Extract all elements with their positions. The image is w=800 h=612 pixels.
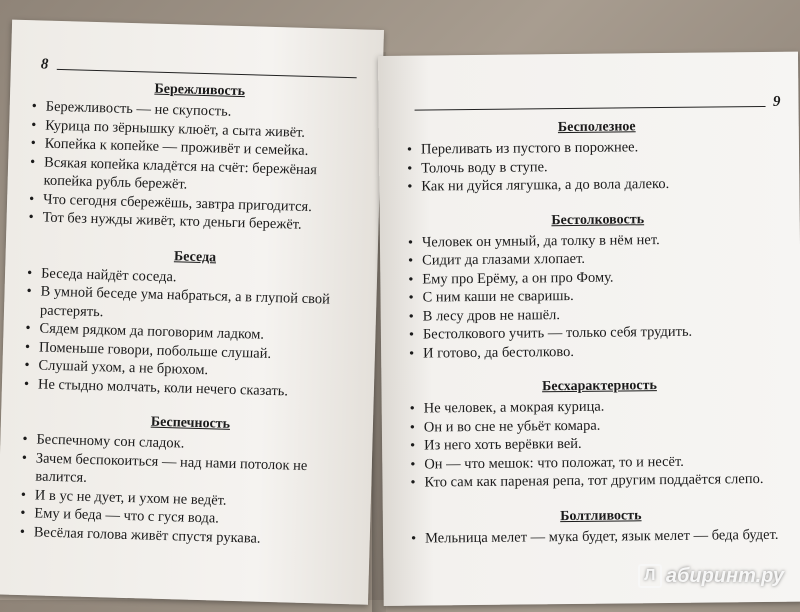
- proverb-item: • В умной беседе ума набраться, а в глупой свой растерять.: [26, 282, 362, 328]
- proverb-item: • Зачем беспокоиться — над нами потолок не валится.: [21, 449, 357, 495]
- section-berezhlivost: [28, 78, 367, 236]
- section-title: Бесполезное: [557, 119, 636, 136]
- left-page: [0, 20, 384, 605]
- proverb-item: • Кто сам как пареная репа, тот другим поддаётся слепо.: [410, 470, 790, 492]
- proverb-list: [407, 137, 788, 196]
- proverb-item: • Всякая копейка кладётся на счёт: бережёная копейка рубль бережёт.: [29, 153, 365, 199]
- page-number-left: 8: [40, 56, 49, 73]
- watermark-text: абиринт.ру: [665, 564, 784, 587]
- section-boltlivost: [411, 506, 791, 547]
- labirint-logo-icon: Л: [638, 564, 662, 588]
- proverb-item: • В лесу дров не нашёл.: [409, 303, 789, 325]
- section-bespechnost: [20, 411, 358, 550]
- proverb-item: • Сядем рядком да поговорим ладком.: [25, 319, 360, 347]
- proverb-list: [28, 97, 366, 236]
- proverb-item: • Человек он умный, да толку в нём нет.: [408, 229, 788, 251]
- proverb-item: • Весёлая голова живёт спустя рукава.: [20, 523, 355, 551]
- section-title: Болтливость: [560, 507, 642, 524]
- section-title: Беспечность: [150, 414, 231, 432]
- proverb-list: [20, 430, 358, 550]
- proverb-item: • Копейка к копейке — проживёт и семейка.: [30, 134, 365, 162]
- proverb-item: • И готово, да бестолково.: [409, 340, 789, 362]
- proverb-item: • Поменьше говори, побольше слушай.: [25, 338, 360, 366]
- proverb-item: • Беспечному сон сладок.: [22, 430, 357, 458]
- section-bestolkovost: [408, 210, 790, 362]
- proverb-list: [410, 396, 791, 492]
- proverb-item: • Не человек, а мокрая курица.: [410, 396, 790, 418]
- section-title: Бережливость: [154, 81, 246, 100]
- labirint-watermark: [638, 564, 784, 588]
- right-page-content: [407, 118, 792, 566]
- proverb-item: • Слушай ухом, а не брюхом.: [24, 356, 359, 384]
- proverb-item: • Мельница мелет — мука будет, язык мелет — беда будет.: [411, 525, 791, 547]
- proverb-item: • Сидит да глазами хлопает.: [408, 248, 788, 270]
- proverb-item: • Ему про Ерёму, а он про Фому.: [408, 266, 788, 288]
- page-number-right: 9: [772, 93, 781, 110]
- proverb-item: • Ему и беда — что с гуся вода.: [20, 504, 355, 532]
- section-bespoleznoe: [407, 118, 788, 196]
- proverb-item: • Толочь воду в ступе.: [407, 155, 787, 177]
- proverb-list: [408, 229, 789, 362]
- proverb-item: • Что сегодня сбережёшь, завтра пригодится.: [29, 190, 364, 218]
- proverb-list: [24, 264, 362, 403]
- proverb-item: • Беседа найдёт соседа.: [27, 264, 362, 292]
- proverb-item: • Бестолкового учить — только себя трудить.: [409, 322, 789, 344]
- proverb-item: • Он — что мешок: что положат, то и несёт.: [410, 451, 790, 473]
- section-title: Бесхарактерность: [542, 378, 657, 395]
- proverb-item: • Бережливость — не скупость.: [31, 97, 366, 125]
- proverb-item: • Не стыдно молчать, коли нечего сказать.: [24, 375, 359, 403]
- right-page-header: [406, 94, 780, 115]
- header-rule: [415, 106, 765, 111]
- proverb-item: • И в ус не дует, и ухом не ведёт.: [21, 486, 356, 514]
- proverb-item: • Тот без нужды живёт, кто деньги бережёт.: [28, 208, 363, 236]
- section-besharakternost: [409, 377, 790, 492]
- left-page-content: [19, 78, 367, 568]
- section-beseda: [24, 245, 363, 403]
- section-title: Бестолковость: [551, 211, 645, 228]
- proverb-item: • Переливать из пустого в порожнее.: [407, 137, 787, 159]
- proverb-item: • Курица по зёрнышку клюёт, а сыта живёт.: [31, 116, 366, 144]
- proverb-list: [411, 525, 791, 547]
- proverb-item: • Из него хоть верёвки вей.: [410, 433, 790, 455]
- proverb-item: • Он и во сне не убьёт комара.: [410, 414, 790, 436]
- proverb-item: • С ним каши не сваришь.: [408, 285, 788, 307]
- header-rule: [56, 69, 356, 78]
- right-page: [378, 52, 800, 606]
- section-title: Беседа: [173, 248, 217, 265]
- left-page-header: [41, 56, 365, 82]
- proverb-item: • Как ни дуйся лягушка, а до вола далеко.: [407, 174, 787, 196]
